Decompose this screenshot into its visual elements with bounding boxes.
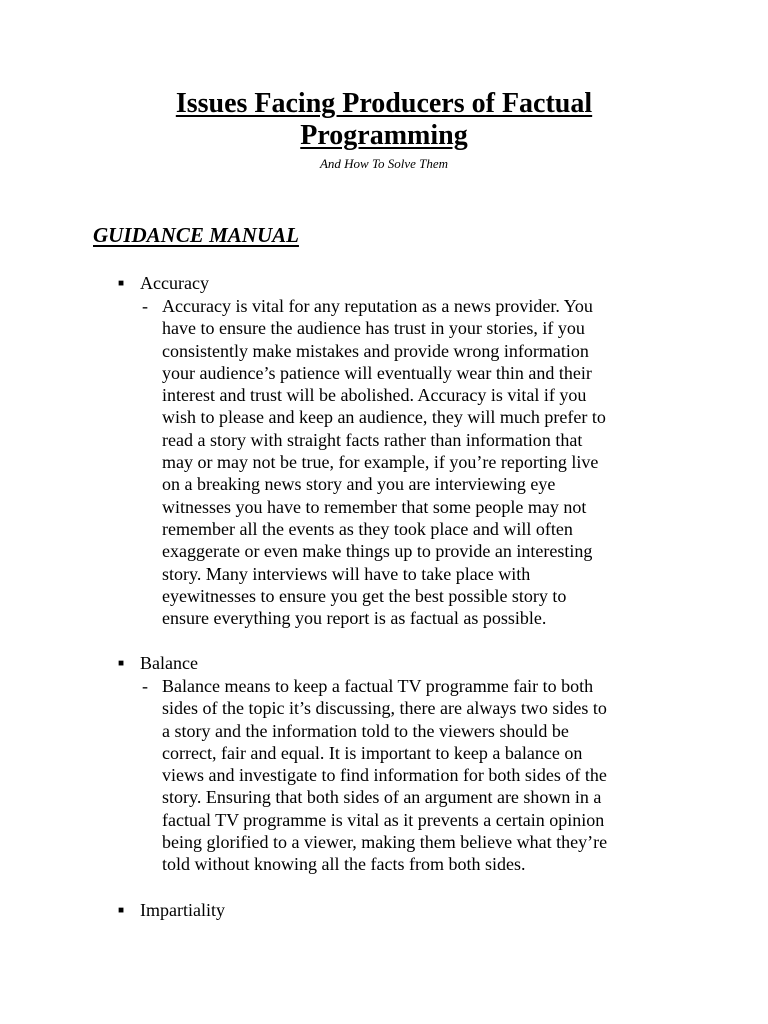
paragraph-line: a story and the information told to the viewers should be xyxy=(162,720,569,741)
title-line-2: Programming xyxy=(300,120,468,151)
section-heading: GUIDANCE MANUAL xyxy=(93,223,299,247)
document-title xyxy=(0,88,768,152)
paragraph-line: witnesses you have to remember that some people may not xyxy=(162,496,587,517)
paragraph-line: may or may not be true, for example, if you’re reporting live xyxy=(162,452,599,473)
dash-marker: - xyxy=(142,676,148,696)
paragraph-line: on a breaking news story and you are interviewing eye xyxy=(162,474,556,495)
paragraph-line: being glorified to a viewer, making them believe what they’re xyxy=(162,832,608,853)
paragraph-line: sides of the topic it’s discussing, there are always two sides to xyxy=(162,698,607,719)
square-bullet-icon: ■ xyxy=(118,905,125,916)
bullet-label: Impartiality xyxy=(140,900,225,920)
bullet-item-accuracy xyxy=(118,272,209,295)
paragraph-line: factual TV programme is vital as it prevents a certain opinion xyxy=(162,809,605,830)
paragraph-line: ensure everything you report is as factual as possible. xyxy=(162,608,547,629)
paragraph-line: consistently make mistakes and provide wrong information xyxy=(162,340,589,361)
paragraph-line: wish to please and keep an audience, they will much prefer to xyxy=(162,407,606,428)
paragraph-line: Accuracy is vital for any reputation as a news provider. You xyxy=(162,296,593,316)
paragraph-line: story. Ensuring that both sides of an argument are shown in a xyxy=(162,787,602,808)
paragraph-line: read a story with straight facts rather than information that xyxy=(162,429,583,450)
paragraph-line: eyewitnesses to ensure you get the best possible story to xyxy=(162,585,567,606)
paragraph-accuracy xyxy=(162,295,606,629)
paragraph-line: views and investigate to find information for both sides of the xyxy=(162,765,607,786)
bullet-item-impartiality xyxy=(118,899,225,922)
paragraph-line: Balance means to keep a factual TV programme fair to both xyxy=(162,676,594,696)
paragraph-line: your audience’s patience will eventually wear thin and their xyxy=(162,362,592,383)
bullet-item-balance xyxy=(118,652,198,675)
bullet-label: Balance xyxy=(140,653,198,673)
bullet-label: Accuracy xyxy=(140,273,209,293)
document-subtitle: And How To Solve Them xyxy=(319,156,449,171)
paragraph-line: exaggerate or even make things up to provide an interesting xyxy=(162,541,593,562)
square-bullet-icon: ■ xyxy=(118,658,125,669)
title-line-1: Issues Facing Producers of Factual xyxy=(175,88,593,119)
paragraph-balance xyxy=(162,675,607,876)
dash-marker: - xyxy=(142,296,148,316)
paragraph-line: story. Many interviews will have to take place with xyxy=(162,563,531,584)
square-bullet-icon: ■ xyxy=(118,278,125,289)
paragraph-line: have to ensure the audience has trust in your stories, if you xyxy=(162,318,585,339)
paragraph-line: remember all the events as they took place and will often xyxy=(162,518,573,539)
paragraph-line: correct, fair and equal. It is important to keep a balance on xyxy=(162,742,583,763)
paragraph-line: told without knowing all the facts from both sides. xyxy=(162,854,526,875)
paragraph-line: interest and trust will be abolished. Accuracy is vital if you xyxy=(162,385,587,406)
